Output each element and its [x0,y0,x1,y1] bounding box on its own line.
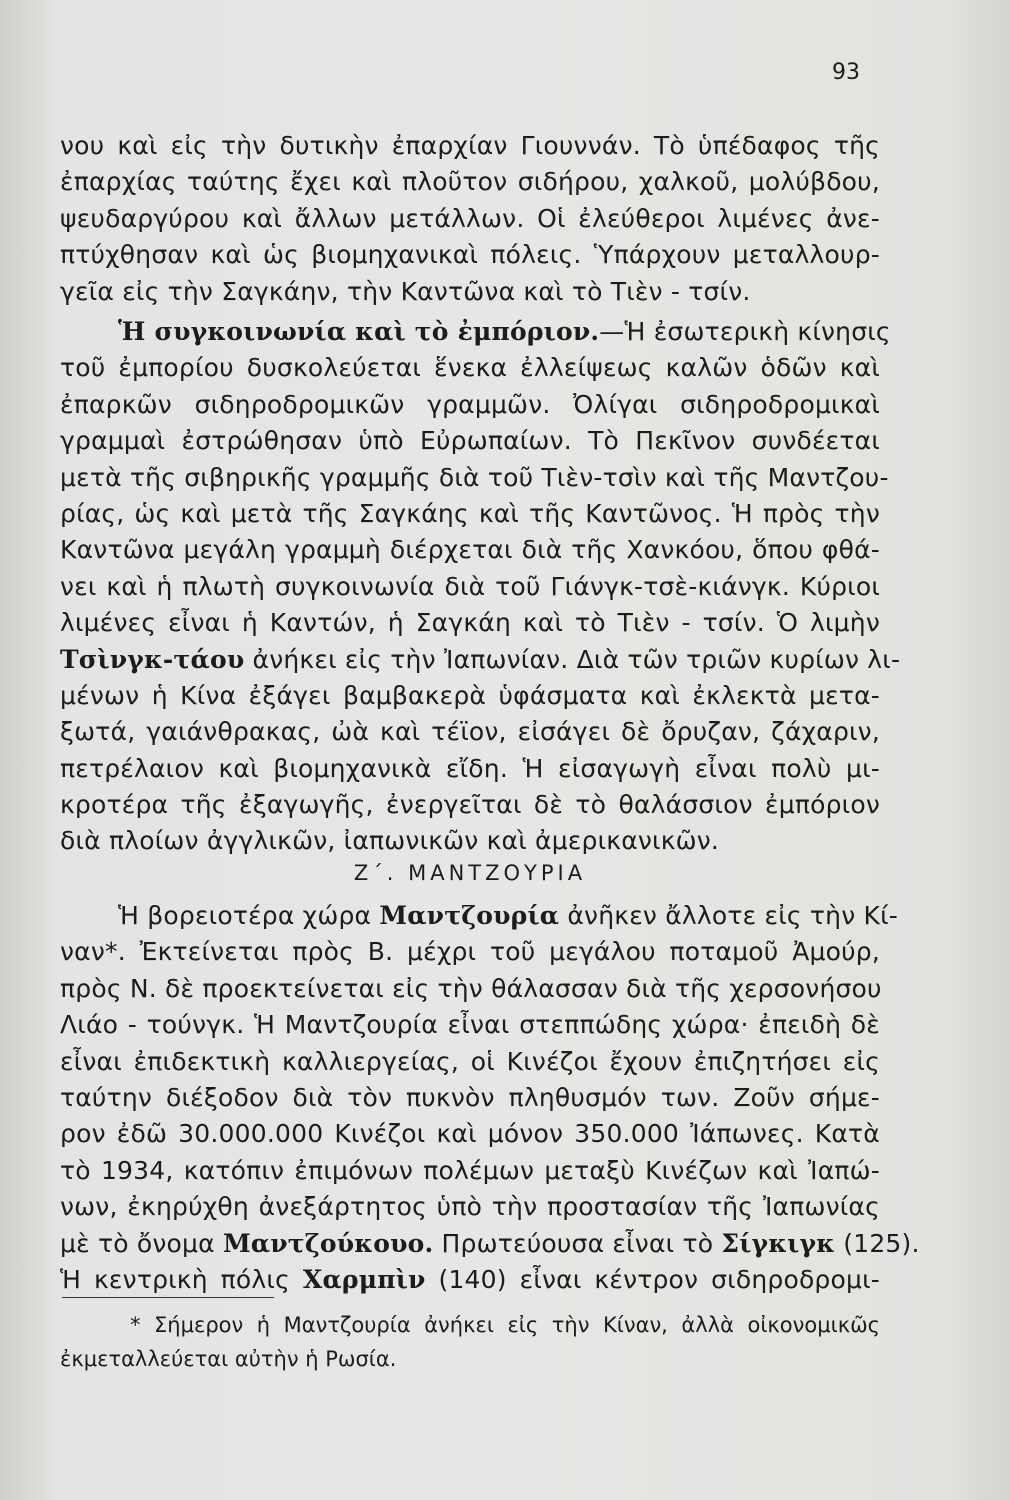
section-heading: Ζ΄. ΜΑΝΤΖΟΥΡΙΑ [353,861,587,885]
text-line: γραμμαὶ ἐστρώθησαν ὑπὸ Εὐρωπαίων. Τὸ Πεκῖνον συνδέεται [60,426,880,456]
text-line: ρον ἐδῶ 30.000.000 Κινέζοι καὶ μόνον 350.000 Ἰάπωνες. Κατὰ [60,1119,880,1149]
text-line: λιμένες εἶναι ἡ Καντών, ἡ Σαγκάη καὶ τὸ Τιὲν - τσίν. Ὁ λιμὴν [60,608,880,638]
text-line [60,1262,880,1298]
page-number: 93 [832,60,860,85]
text-segment: Ἡ κεντρικὴ πόλις [60,1264,303,1294]
text-line: νει καὶ ἡ πλωτὴ συγκοινωνία διὰ τοῦ Γιάνγκ-τσὲ-κιάνγκ. Κύριοι [60,571,880,601]
text-line: πτύχθησαν καὶ ὡς βιομηχανικαὶ πόλεις. Ὑπάρχουν μεταλλουρ- [60,240,880,270]
text-line: ἐπαρχίας ταύτης ἔχει καὶ πλοῦτον σιδήρου, χαλκοῦ, μολύβδου, [60,167,880,197]
text-line: νων, ἐκηρύχθη ἀνεξάρτητος ὑπὸ τὴν προστασίαν τῆς Ἰαπωνίας [60,1192,880,1222]
text-line: ἐπαρκῶν σιδηροδρομικῶν γραμμῶν. Ὀλίγαι σιδηροδρομικαὶ [60,389,880,419]
text-line [60,314,891,350]
bold-term: Μαντζουρία [379,901,560,930]
bold-term: Χαρμπὶν [302,1264,426,1294]
text-line: κροτέρα τῆς ἐξαγωγῆς, ἐνεργεῖται δὲ τὸ θαλάσσιον ἐμπόριον [60,790,880,820]
text-line: ξωτά, γαιάνθρακας, ὠὰ καὶ τέϊον, εἰσάγει δὲ ὄρυζαν, ζάχαριν, [60,717,880,747]
paragraph-china-mining [60,128,880,310]
text-line: νου καὶ εἰς τὴν δυτικὴν ἐπαρχίαν Γιουννάν. Τὸ ὑπέδαφος τῆς [60,131,880,160]
text-line: Λιάο - τούνγκ. Ἡ Μαντζουρία εἶναι στεππώδης χώρα· ἐπειδὴ δὲ [60,1010,880,1040]
text-line: πρὸς Ν. δὲ προεκτείνεται εἰς τὴν θάλασσαν διὰ τῆς χερσονήσου [60,973,882,1003]
text-segment: (125). [835,1228,920,1258]
bold-term: Μαντζούκουο. [222,1228,434,1258]
paragraph-manchuria [60,898,920,1298]
text-segment: ἀνῆκεν ἄλλοτε εἰς τὴν Κί- [559,901,898,930]
text-line: τοῦ ἐμπορίου δυσκολεύεται ἕνεκα ἐλλείψεως καλῶν ὁδῶν καὶ [60,353,880,383]
text-line: ταύτην διέξοδον διὰ τὸν πυκνὸν πληθυσμόν των. Ζοῦν σήμε- [60,1082,880,1112]
text-segment: —Ἡ ἐσωτερικὴ κίνησις [599,317,891,346]
text-line: τὸ 1934, κατόπιν ἐπιμόνων πολέμων μεταξὺ Κινέζων καὶ Ἰαπώ- [60,1155,880,1185]
text-line [60,642,901,678]
text-line: μετὰ τῆς σιβηρικῆς γραμμῆς διὰ τοῦ Τιὲν-τσὶν καὶ τῆς Μαντζου- [60,462,889,492]
text-segment: Ἡ βορειοτέρα χώρα [118,901,380,930]
bold-term: Τσὶνγκ-τάου [60,644,245,674]
footnote-line: ἐκμεταλλεύεται αὐτὴν ἡ Ρωσία. [60,1347,397,1371]
text-segment: μὲ τὸ ὄνομα [60,1228,223,1258]
footnote-line: * Σήμερον ἡ Μαντζουρία ἀνήκει εἰς τὴν Κίναν, ἀλλὰ οἰκονομικῶς [130,1313,880,1337]
text-line: ρίας, ὡς καὶ μετὰ τῆς Σαγκάης καὶ τῆς Καντῶνος. Ἡ πρὸς τὴν [60,498,880,528]
bold-term: Σίγκιγκ [721,1228,836,1258]
text-line [60,898,898,934]
text-segment: ἀνήκει εἰς τὴν Ἰαπωνίαν. Διὰ τῶν τριῶν κυρίων λι- [244,644,901,674]
text-segment: Πρωτεύουσα εἶναι τὸ [433,1228,722,1258]
text-line: ναν*. Ἐκτείνεται πρὸς Β. μέχρι τοῦ μεγάλου ποταμοῦ Ἀμούρ, [60,937,880,967]
text-line: μένων ἡ Κίνα ἐξάγει βαμβακερὰ ὑφάσματα καὶ ἐκλεκτὰ μετα- [60,680,880,710]
text-line [60,1226,920,1262]
text-line: Καντῶνα μεγάλη γραμμὴ διέρχεται διὰ τῆς Χανκόου, ὅπου φθά- [60,535,880,565]
footnote [60,1308,880,1376]
text-line: εἶναι ἐπιδεκτικὴ καλλιεργείας, οἱ Κινέζοι ἔχουν ἐπιζητήσει εἰς [60,1046,880,1076]
text-line: γεῖα εἰς τὴν Σαγκάην, τὴν Καντῶνα καὶ τὸ Τιὲν - τσίν. [60,276,751,306]
paragraph-communication-trade [60,314,901,860]
text-segment: (140) εἶναι κέντρον σιδηροδρομι- [425,1264,880,1294]
paragraph-heading: Ἡ συγκοινωνία καὶ τὸ ἐμπόριον. [118,317,600,346]
footnote-divider [62,1297,274,1298]
text-line: ψευδαργύρου καὶ ἄλλων μετάλλων. Οἱ ἐλεύθεροι λιμένες ἀνε- [60,203,880,233]
text-line: διὰ πλοίων ἀγγλικῶν, ἰαπωνικῶν καὶ ἀμερικανικῶν. [60,826,720,856]
text-line: πετρέλαιον καὶ βιομηχανικὰ εἴδη. Ἡ εἰσαγωγὴ εἶναι πολὺ μι- [60,753,880,783]
